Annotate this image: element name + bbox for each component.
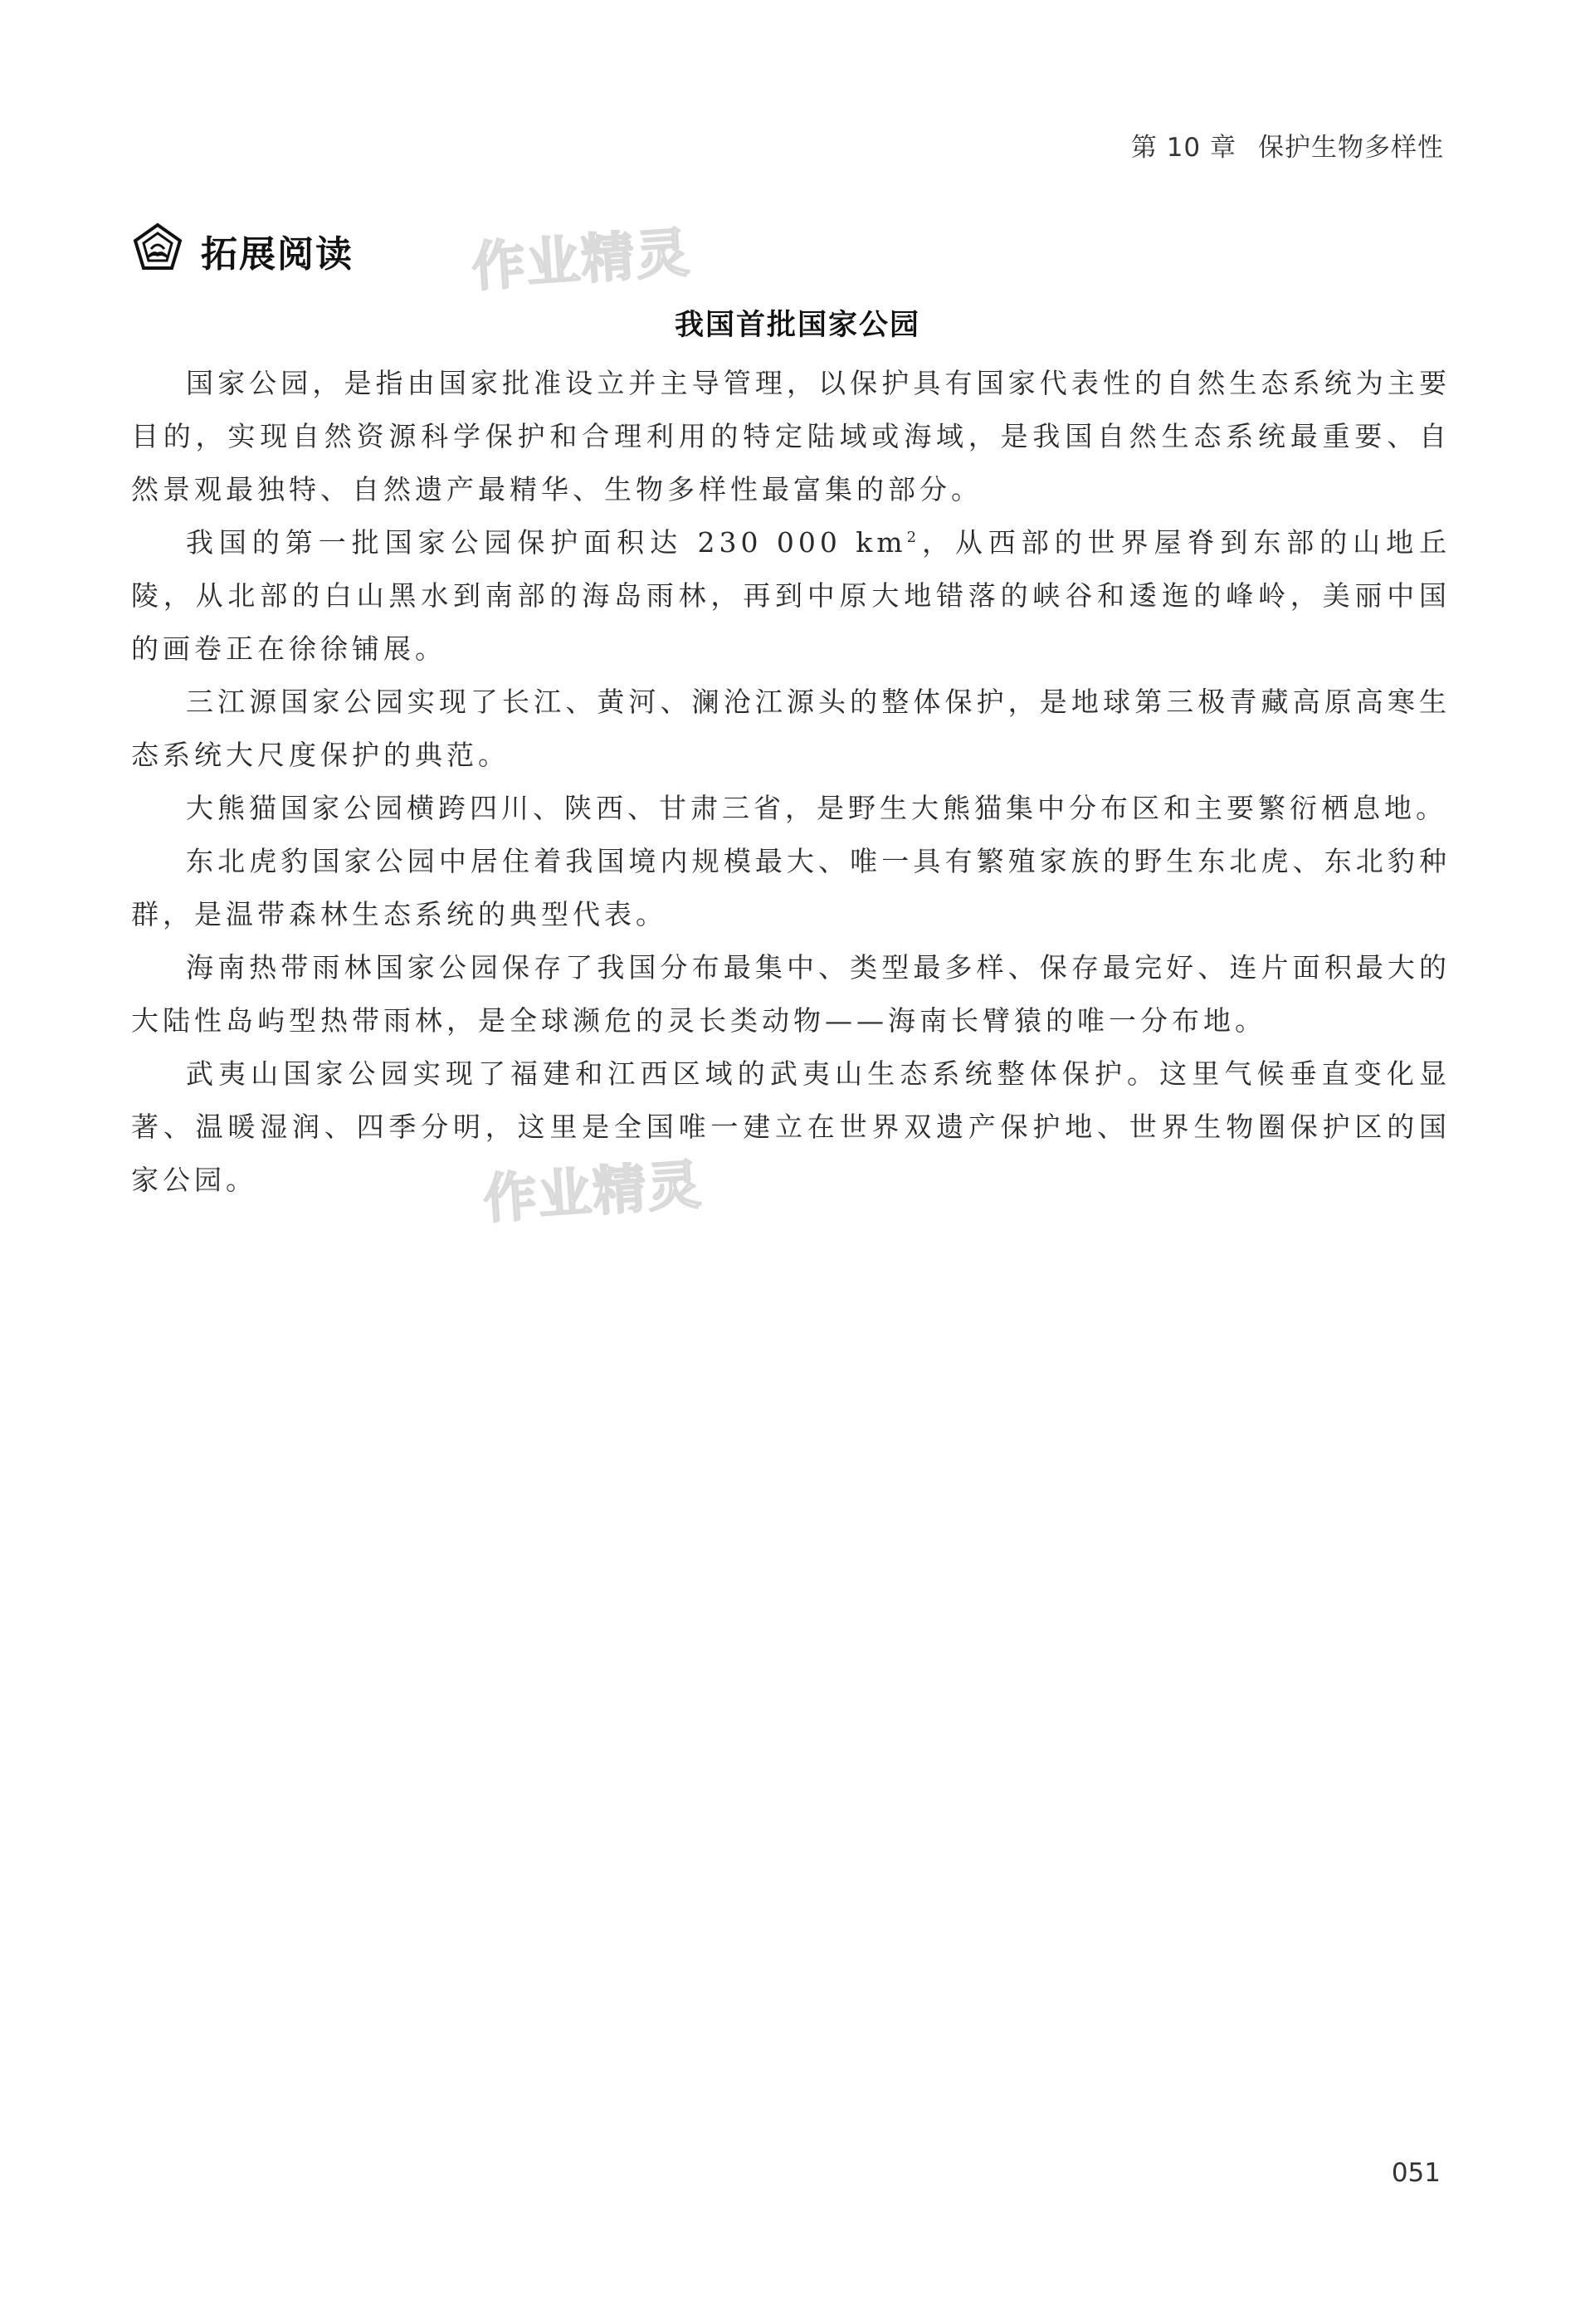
paragraph: 国家公园，是指由国家批准设立并主导管理，以保护具有国家代表性的自然生态系统为主要目的，实现自然资源科学保护和合理利用的特定陆域或海域，是我国自然生态系统最重要、自然景观最独特、自然遗产最精华、生物多样性最富集的部分。 <box>131 367 1451 505</box>
running-header <box>1131 126 1444 164</box>
article-title: 我国首批国家公园 <box>674 308 920 342</box>
paragraph: 武夷山国家公园实现了福建和江西区域的武夷山生态系统整体保护。这里气候垂直变化显著、温暖湿润、四季分明，这里是全国唯一建立在世界双遗产保护地、世界生物圈保护区的国家公园。 <box>131 1057 1451 1196</box>
paragraph-text: 我国的第一批国家公园保护面积达 230 000 km <box>186 526 907 559</box>
section-title: 拓展阅读 <box>201 233 354 276</box>
section-heading <box>131 222 354 279</box>
superscript: 2 <box>906 529 921 546</box>
paragraph: 三江源国家公园实现了长江、黄河、澜沧江源头的整体保护，是地球第三极青藏高原高寒生态系统大尺度保护的典范。 <box>131 686 1451 771</box>
paragraph: 东北虎豹国家公园中居住着我国境内规模最大、唯一具有繁殖家族的野生东北虎、东北豹种群，是温带森林生态系统的典型代表。 <box>131 845 1451 930</box>
book-emblem-icon <box>131 222 184 279</box>
paragraph <box>131 516 1451 676</box>
watermark: 作业精灵 <box>481 1154 705 1232</box>
article-body <box>131 357 1451 1207</box>
page-number: 051 <box>1391 2158 1441 2188</box>
paragraph-text: ，从西部的世界屋脊到东部的山地丘陵，从北部的白山黑水到南部的海岛雨林，再到中原大地错落的峡谷和逶迤的峰岭，美丽中国的画卷正在徐徐铺展。 <box>131 526 1451 665</box>
chapter-number: 第 10 章 <box>1130 133 1236 163</box>
chapter-title: 保护生物多样性 <box>1258 133 1444 163</box>
paragraph: 大熊猫国家公园横跨四川、陕西、甘肃三省，是野生大熊猫集中分布区和主要繁衍栖息地。 <box>186 792 1447 824</box>
watermark: 作业精灵 <box>470 222 693 300</box>
paragraph: 海南热带雨林国家公园保存了我国分布最集中、类型最多样、保存最完好、连片面积最大的大陆性岛屿型热带雨林，是全球濒危的灵长类动物——海南长臂猿的唯一分布地。 <box>131 951 1451 1037</box>
